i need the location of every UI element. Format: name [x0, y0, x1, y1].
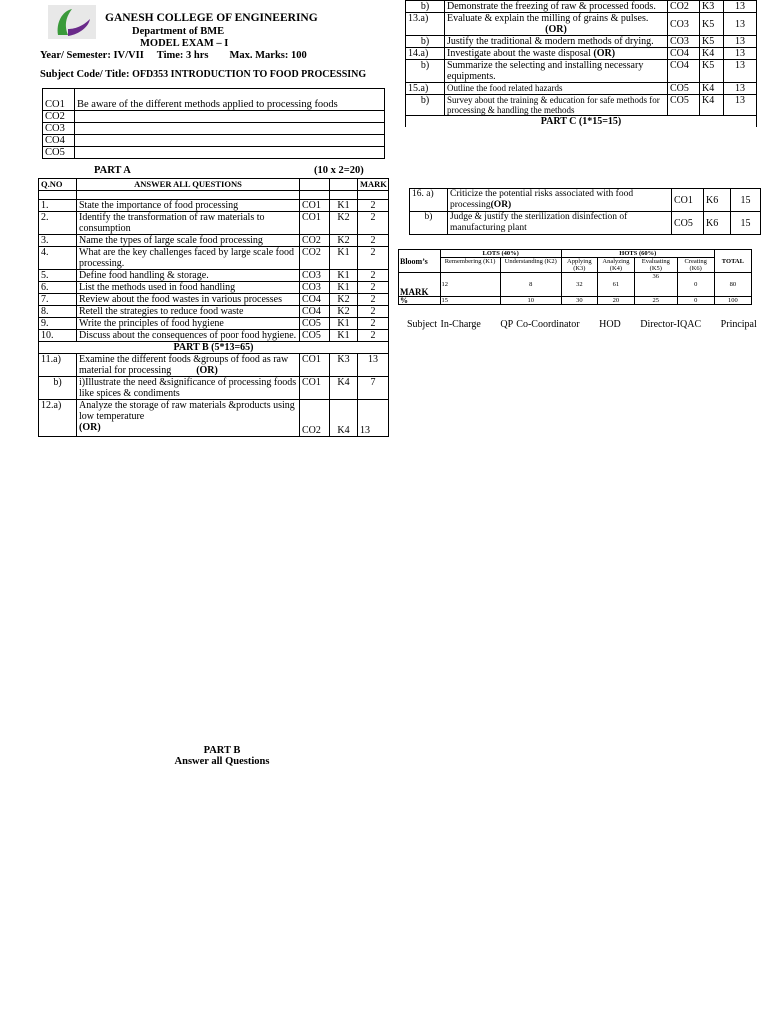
level-k4: Analyzing (K4) — [597, 258, 634, 273]
question-co: CO2 — [300, 400, 330, 437]
mark-k6: 0 — [677, 273, 714, 297]
question-row — [410, 212, 761, 235]
question-text: List the methods used in food handling — [77, 282, 300, 294]
level-k3: Applying (K3) — [561, 258, 597, 273]
question-number: b) — [406, 36, 445, 48]
question-row — [39, 306, 389, 318]
blooms-percent-row — [399, 297, 752, 305]
question-row — [39, 330, 389, 342]
question-row — [39, 294, 389, 306]
question-text — [77, 400, 300, 437]
question-body: Evaluate & explain the milling of grains & pulses. — [447, 13, 649, 24]
question-marks: 13 — [724, 48, 757, 60]
question-marks: 13 — [724, 36, 757, 48]
college-name: GANESH COLLEGE OF ENGINEERING — [105, 12, 318, 24]
or-label: (OR) — [79, 422, 101, 433]
question-marks: 2 — [358, 200, 389, 212]
co-code: CO3 — [43, 123, 75, 135]
signature-line — [407, 319, 757, 330]
question-marks: 2 — [358, 247, 389, 270]
question-row — [406, 1, 757, 13]
question-body: Examine the different foods &groups of food as raw material for processing — [79, 354, 289, 376]
question-co: CO4 — [300, 306, 330, 318]
part-a-header-row — [39, 179, 389, 191]
question-text: Justify the traditional & modern methods of drying. — [445, 36, 668, 48]
or-label: (OR) — [593, 48, 616, 59]
question-number: 2. — [39, 212, 77, 235]
mark-label: MARK — [399, 273, 441, 297]
co-text — [75, 111, 385, 123]
part-a-heading — [38, 165, 388, 177]
question-marks: 15 — [731, 189, 761, 212]
question-row — [39, 247, 389, 270]
co-row — [43, 89, 385, 111]
blooms-level-row — [399, 258, 752, 273]
question-co: CO4 — [300, 294, 330, 306]
footer-part-b — [172, 745, 272, 767]
signature-hod: HOD — [599, 319, 621, 330]
question-number: b) — [410, 212, 448, 235]
exam-title: MODEL EXAM – I — [140, 38, 229, 49]
question-row — [406, 83, 757, 95]
question-marks: 13 — [724, 13, 757, 36]
question-row — [39, 377, 389, 400]
question-co: CO1 — [300, 354, 330, 377]
signature-qp-coordinator: QP Co-Coordinator — [500, 319, 580, 330]
question-text: Define food handling & storage. — [77, 270, 300, 282]
question-k: K1 — [330, 270, 358, 282]
co-row — [43, 111, 385, 123]
co-text — [75, 147, 385, 159]
or-label: (OR) — [545, 24, 567, 35]
co-code: CO2 — [43, 111, 75, 123]
course-outcome-table — [42, 88, 385, 159]
total-label: TOTAL — [714, 250, 751, 273]
hots-label: HOTS (60%) — [561, 250, 714, 258]
part-c-heading-row — [406, 116, 757, 128]
question-row — [39, 282, 389, 294]
question-co: CO5 — [300, 330, 330, 342]
part-a-title: PART A — [94, 165, 131, 176]
footer-part-b-title: PART B — [203, 745, 241, 756]
or-label: (OR) — [490, 200, 512, 210]
level-k5: Evaluating (K5) — [635, 258, 678, 273]
question-row — [406, 60, 757, 83]
question-text: Retell the strategies to reduce food waste — [77, 306, 300, 318]
percent-k1: 15 — [440, 297, 500, 305]
co-text — [75, 135, 385, 147]
question-co: CO1 — [300, 377, 330, 400]
question-number: 9. — [39, 318, 77, 330]
question-co: CO5 — [668, 95, 700, 116]
signature-director-iqac: Director-IQAC — [640, 319, 702, 330]
blooms-table — [398, 249, 752, 305]
question-text: Discuss about the consequences of poor food hygiene. — [77, 330, 300, 342]
question-text: State the importance of food processing — [77, 200, 300, 212]
department: Department of BME — [132, 26, 225, 37]
percent-k4: 20 — [597, 297, 634, 305]
percent-k3: 30 — [561, 297, 597, 305]
blooms-mark-row — [399, 273, 752, 297]
question-co: CO5 — [672, 212, 704, 235]
question-text: Review about the food wastes in various processes — [77, 294, 300, 306]
question-number: 6. — [39, 282, 77, 294]
part-c-title: PART C (1*15=15) — [406, 116, 757, 128]
question-number: 3. — [39, 235, 77, 247]
co-code: CO5 — [43, 147, 75, 159]
exam-time: Time: 3 hrs — [156, 50, 209, 61]
question-marks: 2 — [358, 270, 389, 282]
subject-label: Subject Code/ Title: — [40, 69, 130, 80]
question-text: Outline the food related hazards — [445, 83, 668, 95]
question-row — [406, 95, 757, 116]
mark-k3: 32 — [561, 273, 597, 297]
question-co: CO1 — [300, 200, 330, 212]
question-marks: 2 — [358, 306, 389, 318]
level-k6: Creating (K6) — [677, 258, 714, 273]
question-marks: 13 — [724, 1, 757, 13]
question-text: Judge & justify the sterilization disinfection of manufacturing plant — [448, 212, 672, 235]
question-text: Summarize the selecting and installing necessary equipments. — [445, 60, 668, 83]
question-row — [406, 48, 757, 60]
question-k: K5 — [700, 60, 724, 83]
question-row — [39, 354, 389, 377]
question-text: Demonstrate the freezing of raw & processed foods. — [445, 1, 668, 13]
co-row — [43, 135, 385, 147]
question-number: 13.a) — [406, 13, 445, 36]
question-co: CO5 — [668, 83, 700, 95]
part-a-marks: (10 x 2=20) — [314, 165, 364, 176]
question-text — [448, 189, 672, 212]
question-marks: 2 — [358, 282, 389, 294]
question-body: Investigate about the waste disposal — [447, 48, 591, 59]
subject-line — [40, 69, 366, 80]
question-k: K4 — [330, 400, 358, 437]
level-k1: Remembering (K1) — [440, 258, 500, 273]
percent-k5: 25 — [635, 297, 678, 305]
question-row — [406, 36, 757, 48]
question-number: 5. — [39, 270, 77, 282]
signature-principal: Principal — [720, 319, 757, 330]
question-number: 1. — [39, 200, 77, 212]
question-marks: 2 — [358, 235, 389, 247]
question-text — [445, 13, 668, 36]
year-semester: Year/ Semester: IV/VII — [40, 50, 144, 61]
question-marks: 2 — [358, 318, 389, 330]
qno-header: Q.NO — [39, 179, 77, 191]
question-co: CO5 — [300, 318, 330, 330]
question-row — [39, 270, 389, 282]
co-text — [75, 123, 385, 135]
question-text: i)Illustrate the need &significance of processing foods like spices & condiments — [77, 377, 300, 400]
blooms-group-row — [399, 250, 752, 258]
question-k: K2 — [330, 306, 358, 318]
question-text — [77, 354, 300, 377]
co-row — [43, 147, 385, 159]
question-table-right — [405, 0, 757, 127]
co-row — [43, 123, 385, 135]
blooms-label: Bloom’s — [399, 250, 441, 273]
question-co: CO2 — [300, 235, 330, 247]
question-k: K4 — [700, 48, 724, 60]
question-co: CO1 — [300, 212, 330, 235]
question-number: 7. — [39, 294, 77, 306]
question-number: b) — [406, 1, 445, 13]
exam-info-line — [40, 50, 307, 61]
question-k: K6 — [704, 189, 731, 212]
question-number: 14.a) — [406, 48, 445, 60]
percent-total: 100 — [714, 297, 751, 305]
percent-k2: 10 — [500, 297, 561, 305]
signature-subject-incharge: Subject In-Charge — [407, 319, 481, 330]
question-co: CO3 — [300, 270, 330, 282]
question-co: CO3 — [300, 282, 330, 294]
college-logo — [48, 5, 96, 39]
question-number: 16. a) — [410, 189, 448, 212]
question-text: Write the principles of food hygiene — [77, 318, 300, 330]
question-k: K1 — [330, 330, 358, 342]
question-co: CO3 — [668, 13, 700, 36]
question-body: Analyze the storage of raw materials &products using low temperature — [79, 400, 295, 422]
question-number: 8. — [39, 306, 77, 318]
part-b-title: PART B (5*13=65) — [39, 342, 389, 354]
question-marks: 15 — [731, 212, 761, 235]
question-row — [39, 235, 389, 247]
mark-k1: 12 — [440, 273, 500, 297]
question-number: 11.a) — [39, 354, 77, 377]
level-k2: Understanding (K2) — [500, 258, 561, 273]
question-text: Name the types of large scale food processing — [77, 235, 300, 247]
question-k: K3 — [700, 1, 724, 13]
question-marks: 13 — [724, 83, 757, 95]
co-code: CO4 — [43, 135, 75, 147]
questions-header: ANSWER ALL QUESTIONS — [77, 179, 300, 191]
question-text: What are the key challenges faced by large scale food processing. — [77, 247, 300, 270]
question-row — [39, 400, 389, 437]
question-row — [406, 13, 757, 36]
question-k: K4 — [700, 83, 724, 95]
question-k: K1 — [330, 282, 358, 294]
question-number: b) — [39, 377, 77, 400]
question-co: CO2 — [668, 1, 700, 13]
co-text: Be aware of the different methods applied to processing foods — [75, 89, 385, 111]
mark-total: 80 — [714, 273, 751, 297]
question-marks: 2 — [358, 294, 389, 306]
question-number: b) — [406, 95, 445, 116]
question-k: K4 — [330, 377, 358, 400]
co-code: CO1 — [43, 89, 75, 111]
or-label: (OR) — [196, 365, 218, 376]
question-marks: 13 — [358, 354, 389, 377]
question-co: CO4 — [668, 48, 700, 60]
percent-k6: 0 — [677, 297, 714, 305]
question-row — [39, 200, 389, 212]
question-co: CO1 — [672, 189, 704, 212]
question-marks: 2 — [358, 330, 389, 342]
question-number: 4. — [39, 247, 77, 270]
mark-k2: 8 — [500, 273, 561, 297]
subject-title: OFD353 INTRODUCTION TO FOOD PROCESSING — [132, 69, 367, 80]
question-co: CO3 — [668, 36, 700, 48]
question-number: 15.a) — [406, 83, 445, 95]
question-row — [39, 212, 389, 235]
question-row — [39, 318, 389, 330]
percent-label: % — [399, 297, 441, 305]
question-k: K2 — [330, 235, 358, 247]
question-co: CO4 — [668, 60, 700, 83]
marks-header: MARK — [358, 179, 389, 191]
question-table-left — [38, 178, 389, 437]
footer-answer-all: Answer all Questions — [174, 756, 270, 767]
question-k: K3 — [330, 354, 358, 377]
question-k: K2 — [330, 294, 358, 306]
question-k: K1 — [330, 247, 358, 270]
question-k: K5 — [700, 36, 724, 48]
mark-k5: 36 — [635, 273, 678, 297]
question-co: CO2 — [300, 247, 330, 270]
question-text: Survey about the training & education for safe methods for processing & handling the methods — [445, 95, 668, 116]
question-k: K1 — [330, 200, 358, 212]
spacer-row — [39, 191, 389, 200]
mark-k4: 61 — [597, 273, 634, 297]
question-marks: 13 — [724, 95, 757, 116]
question-marks: 13 — [358, 400, 389, 437]
part-c-table — [409, 188, 761, 235]
question-marks: 7 — [358, 377, 389, 400]
question-text — [445, 48, 668, 60]
question-number: 12.a) — [39, 400, 77, 437]
question-number: b) — [406, 60, 445, 83]
question-k: K1 — [330, 318, 358, 330]
question-marks: 13 — [724, 60, 757, 83]
question-k: K5 — [700, 13, 724, 36]
question-body: Criticize the potential risks associated with food processing — [450, 189, 634, 210]
part-b-heading-row — [39, 342, 389, 354]
question-number: 10. — [39, 330, 77, 342]
question-row — [410, 189, 761, 212]
question-k: K6 — [704, 212, 731, 235]
lots-label: LOTS (40%) — [440, 250, 561, 258]
question-text: Identify the transformation of raw materials to consumption — [77, 212, 300, 235]
max-marks: Max. Marks: 100 — [229, 50, 307, 61]
question-k: K2 — [330, 212, 358, 235]
question-marks: 2 — [358, 212, 389, 235]
question-k: K4 — [700, 95, 724, 116]
